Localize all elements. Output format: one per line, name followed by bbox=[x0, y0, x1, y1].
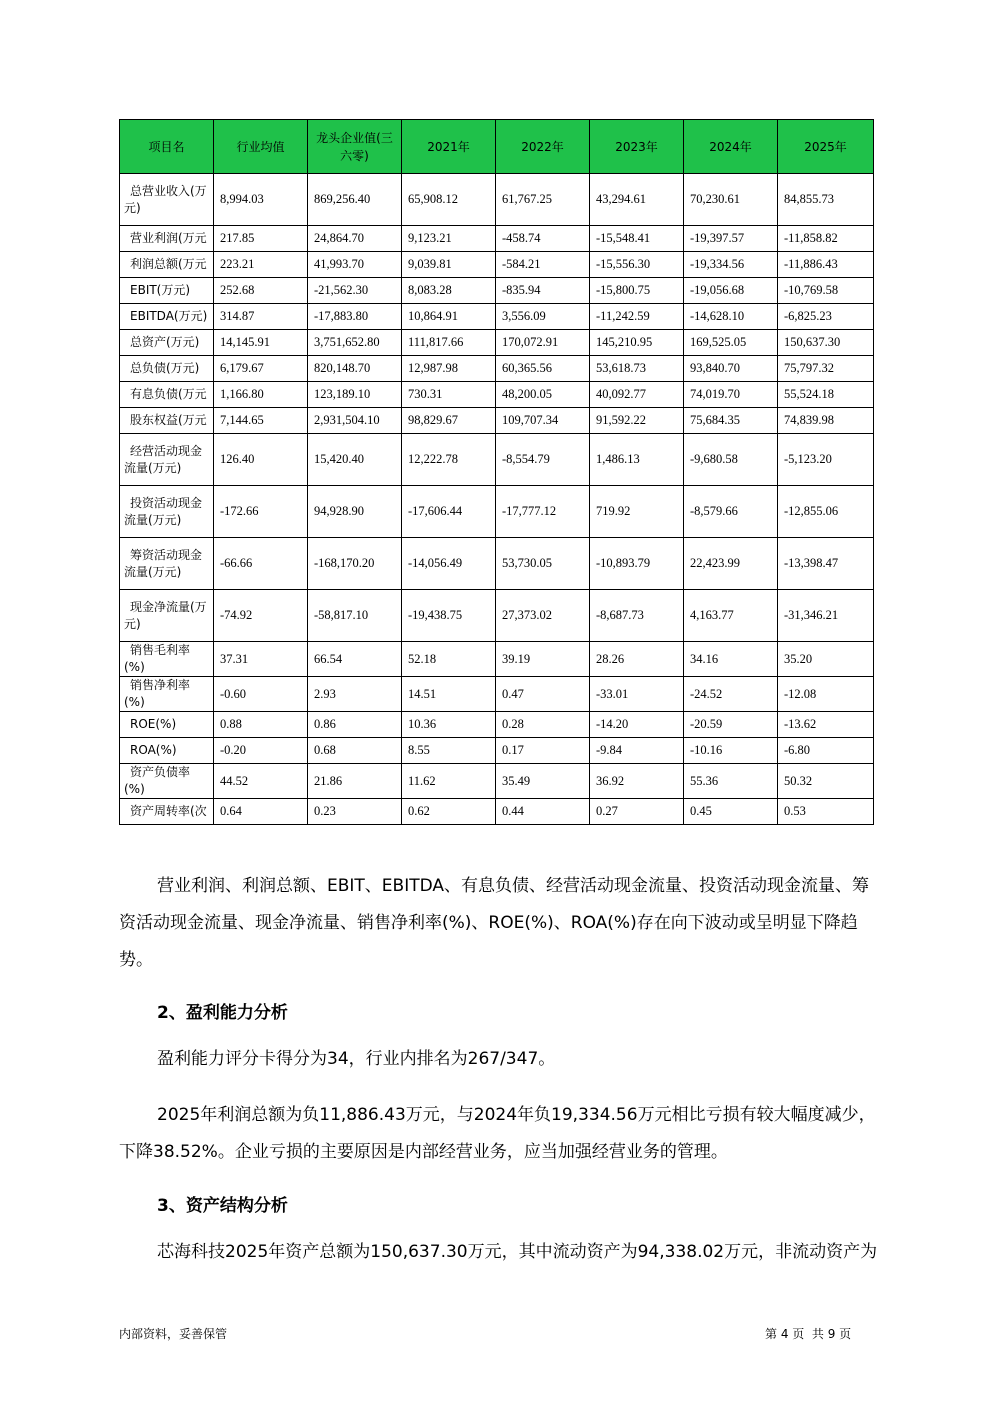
table-cell: -14,056.49 bbox=[402, 538, 496, 590]
row-label: 总营业收入(万元) bbox=[120, 174, 214, 226]
page-number: 第 4 页 共 9 页 bbox=[765, 1327, 852, 1341]
table-cell: -15,556.30 bbox=[590, 252, 684, 278]
table-cell: 126.40 bbox=[214, 434, 308, 486]
table-row bbox=[120, 252, 874, 278]
table-cell: -21,562.30 bbox=[308, 278, 402, 304]
table-header-row bbox=[120, 120, 874, 174]
table-row bbox=[120, 356, 874, 382]
table-cell: -14.20 bbox=[590, 712, 684, 738]
profit-paragraph: 2025年利润总额为负11,886.43万元，与2024年负19,334.56万元相比亏损有较大幅度减少，下降38.52%。企业亏损的主要原因是内部经营业务，应当加强经营业务的管理。 bbox=[119, 1105, 876, 1162]
table-cell: 6,179.67 bbox=[214, 356, 308, 382]
table-cell: 11.62 bbox=[402, 764, 496, 799]
table-cell: 12,222.78 bbox=[402, 434, 496, 486]
table-cell: 66.54 bbox=[308, 642, 402, 677]
row-label: 现金净流量(万元) bbox=[120, 590, 214, 642]
header-cell: 2025年 bbox=[778, 120, 874, 174]
table-cell: 74,019.70 bbox=[684, 382, 778, 408]
table-cell: 84,855.73 bbox=[778, 174, 874, 226]
row-label: 投资活动现金流量(万元) bbox=[120, 486, 214, 538]
row-label: EBIT(万元) bbox=[120, 278, 214, 304]
table-row bbox=[120, 330, 874, 356]
table-row bbox=[120, 677, 874, 712]
table-cell: -20.59 bbox=[684, 712, 778, 738]
table-row bbox=[120, 278, 874, 304]
table-cell: -6,825.23 bbox=[778, 304, 874, 330]
table-cell: 0.88 bbox=[214, 712, 308, 738]
table-cell: 55.36 bbox=[684, 764, 778, 799]
row-label: 股东权益(万元 bbox=[120, 408, 214, 434]
header-cell: 2023年 bbox=[590, 120, 684, 174]
table-cell: 9,039.81 bbox=[402, 252, 496, 278]
table-cell: 60,365.56 bbox=[496, 356, 590, 382]
table-cell: 43,294.61 bbox=[590, 174, 684, 226]
table-cell: -8,554.79 bbox=[496, 434, 590, 486]
table-cell: 94,928.90 bbox=[308, 486, 402, 538]
header-cell: 2024年 bbox=[684, 120, 778, 174]
table-cell: -5,123.20 bbox=[778, 434, 874, 486]
table-cell: 217.85 bbox=[214, 226, 308, 252]
table-cell: 39.19 bbox=[496, 642, 590, 677]
table-row bbox=[120, 486, 874, 538]
table-cell: -10,769.58 bbox=[778, 278, 874, 304]
table-cell: -458.74 bbox=[496, 226, 590, 252]
row-label: 总资产(万元) bbox=[120, 330, 214, 356]
table-cell: -9.84 bbox=[590, 738, 684, 764]
table-cell: 1,486.13 bbox=[590, 434, 684, 486]
table-cell: -17,606.44 bbox=[402, 486, 496, 538]
table-cell: 0.44 bbox=[496, 799, 590, 825]
row-label: 有息负债(万元 bbox=[120, 382, 214, 408]
table-cell: 14.51 bbox=[402, 677, 496, 712]
row-label: 资产周转率(次 bbox=[120, 799, 214, 825]
table-cell: 53,618.73 bbox=[590, 356, 684, 382]
table-row bbox=[120, 799, 874, 825]
header-cell: 龙头企业值(三六零) bbox=[308, 120, 402, 174]
table-cell: -10,893.79 bbox=[590, 538, 684, 590]
table-cell: 15,420.40 bbox=[308, 434, 402, 486]
table-cell: -9,680.58 bbox=[684, 434, 778, 486]
table-cell: -584.21 bbox=[496, 252, 590, 278]
table-cell: -19,056.68 bbox=[684, 278, 778, 304]
table-cell: -168,170.20 bbox=[308, 538, 402, 590]
table-cell: 109,707.34 bbox=[496, 408, 590, 434]
asset-paragraph: 芯海科技2025年资产总额为150,637.30万元，其中流动资产为94,338.02万元，非流动资产为 bbox=[157, 1242, 878, 1262]
table-body bbox=[120, 174, 874, 825]
table-cell: 869,256.40 bbox=[308, 174, 402, 226]
table-cell: 37.31 bbox=[214, 642, 308, 677]
table-cell: 52.18 bbox=[402, 642, 496, 677]
table-cell: 55,524.18 bbox=[778, 382, 874, 408]
table-row bbox=[120, 304, 874, 330]
header-cell: 2022年 bbox=[496, 120, 590, 174]
table-cell: 24,864.70 bbox=[308, 226, 402, 252]
table-cell: 0.23 bbox=[308, 799, 402, 825]
table-row bbox=[120, 538, 874, 590]
table-cell: 75,797.32 bbox=[778, 356, 874, 382]
table-cell: 28.26 bbox=[590, 642, 684, 677]
table-row bbox=[120, 590, 874, 642]
table-cell: 8,083.28 bbox=[402, 278, 496, 304]
table-cell: 0.17 bbox=[496, 738, 590, 764]
table-cell: -66.66 bbox=[214, 538, 308, 590]
row-label: ROE(%) bbox=[120, 712, 214, 738]
table-cell: 123,189.10 bbox=[308, 382, 402, 408]
table-cell: 7,144.65 bbox=[214, 408, 308, 434]
table-cell: 719.92 bbox=[590, 486, 684, 538]
table-cell: 10.36 bbox=[402, 712, 496, 738]
table-row bbox=[120, 642, 874, 677]
table-cell: 820,148.70 bbox=[308, 356, 402, 382]
table-cell: -8,687.73 bbox=[590, 590, 684, 642]
table-cell: 0.27 bbox=[590, 799, 684, 825]
table-cell: 0.53 bbox=[778, 799, 874, 825]
table-cell: 21.86 bbox=[308, 764, 402, 799]
table-cell: -13,398.47 bbox=[778, 538, 874, 590]
table-cell: 70,230.61 bbox=[684, 174, 778, 226]
table-cell: -12,855.06 bbox=[778, 486, 874, 538]
table-cell: 150,637.30 bbox=[778, 330, 874, 356]
table-cell: -6.80 bbox=[778, 738, 874, 764]
table-cell: 27,373.02 bbox=[496, 590, 590, 642]
table-cell: -19,438.75 bbox=[402, 590, 496, 642]
table-cell: 9,123.21 bbox=[402, 226, 496, 252]
table-cell: 22,423.99 bbox=[684, 538, 778, 590]
table-cell: 61,767.25 bbox=[496, 174, 590, 226]
table-cell: 34.16 bbox=[684, 642, 778, 677]
header-cell: 项目名 bbox=[120, 120, 214, 174]
table-cell: -19,334.56 bbox=[684, 252, 778, 278]
table-cell: -172.66 bbox=[214, 486, 308, 538]
table-cell: 730.31 bbox=[402, 382, 496, 408]
table-cell: 0.64 bbox=[214, 799, 308, 825]
table-cell: -11,858.82 bbox=[778, 226, 874, 252]
table-cell: -0.20 bbox=[214, 738, 308, 764]
row-label: 总负债(万元) bbox=[120, 356, 214, 382]
row-label: EBITDA(万元) bbox=[120, 304, 214, 330]
table-cell: 10,864.91 bbox=[402, 304, 496, 330]
financial-table bbox=[119, 119, 874, 825]
table-cell: 35.49 bbox=[496, 764, 590, 799]
header-cell: 2021年 bbox=[402, 120, 496, 174]
row-label: 销售净利率(%) bbox=[120, 677, 214, 712]
table-cell: -33.01 bbox=[590, 677, 684, 712]
row-label: 销售毛利率(%) bbox=[120, 642, 214, 677]
table-cell: -74.92 bbox=[214, 590, 308, 642]
table-cell: 74,839.98 bbox=[778, 408, 874, 434]
table-cell: 98,829.67 bbox=[402, 408, 496, 434]
table-cell: 2.93 bbox=[308, 677, 402, 712]
table-cell: -31,346.21 bbox=[778, 590, 874, 642]
table-cell: 48,200.05 bbox=[496, 382, 590, 408]
table-cell: -58,817.10 bbox=[308, 590, 402, 642]
table-cell: -11,242.59 bbox=[590, 304, 684, 330]
row-label: ROA(%) bbox=[120, 738, 214, 764]
table-cell: 36.92 bbox=[590, 764, 684, 799]
table-cell: 0.28 bbox=[496, 712, 590, 738]
table-cell: -0.60 bbox=[214, 677, 308, 712]
table-cell: -11,886.43 bbox=[778, 252, 874, 278]
table-cell: -10.16 bbox=[684, 738, 778, 764]
table-cell: -24.52 bbox=[684, 677, 778, 712]
table-cell: -13.62 bbox=[778, 712, 874, 738]
table-cell: 8,994.03 bbox=[214, 174, 308, 226]
table-cell: 65,908.12 bbox=[402, 174, 496, 226]
table-row bbox=[120, 408, 874, 434]
table-cell: 223.21 bbox=[214, 252, 308, 278]
table-cell: 0.47 bbox=[496, 677, 590, 712]
table-cell: 145,210.95 bbox=[590, 330, 684, 356]
table-cell: 50.32 bbox=[778, 764, 874, 799]
table-cell: 111,817.66 bbox=[402, 330, 496, 356]
table-cell: 8.55 bbox=[402, 738, 496, 764]
row-label: 利润总额(万元 bbox=[120, 252, 214, 278]
table-cell: 41,993.70 bbox=[308, 252, 402, 278]
table-cell: -15,548.41 bbox=[590, 226, 684, 252]
row-label: 筹资活动现金流量(万元) bbox=[120, 538, 214, 590]
table-row bbox=[120, 382, 874, 408]
table-cell: -835.94 bbox=[496, 278, 590, 304]
table-cell: 12,987.98 bbox=[402, 356, 496, 382]
table-cell: 40,092.77 bbox=[590, 382, 684, 408]
table-cell: 1,166.80 bbox=[214, 382, 308, 408]
table-cell: 93,840.70 bbox=[684, 356, 778, 382]
table-cell: -17,883.80 bbox=[308, 304, 402, 330]
header-cell: 行业均值 bbox=[214, 120, 308, 174]
table-cell: 44.52 bbox=[214, 764, 308, 799]
section-heading-profitability: 2、盈利能力分析 bbox=[157, 1003, 288, 1023]
section-heading-asset-structure: 3、资产结构分析 bbox=[157, 1196, 288, 1216]
summary-paragraph: 营业利润、利润总额、EBIT、EBITDA、有息负债、经营活动现金流量、投资活动现金流量、筹资活动现金流量、现金净流量、销售净利率(%)、ROE(%)、ROA(%)存在向下波动或呈明显下降趋势。 bbox=[119, 876, 870, 970]
footer-note: 内部资料，妥善保管 bbox=[119, 1327, 228, 1341]
row-label: 资产负债率(%) bbox=[120, 764, 214, 799]
table-cell: -19,397.57 bbox=[684, 226, 778, 252]
table-cell: 91,592.22 bbox=[590, 408, 684, 434]
table-cell: 14,145.91 bbox=[214, 330, 308, 356]
table-cell: -14,628.10 bbox=[684, 304, 778, 330]
table-cell: 35.20 bbox=[778, 642, 874, 677]
table-cell: 3,556.09 bbox=[496, 304, 590, 330]
table-cell: -17,777.12 bbox=[496, 486, 590, 538]
table-cell: -12.08 bbox=[778, 677, 874, 712]
table-cell: 170,072.91 bbox=[496, 330, 590, 356]
table-cell: 0.86 bbox=[308, 712, 402, 738]
table-cell: 252.68 bbox=[214, 278, 308, 304]
table-cell: 53,730.05 bbox=[496, 538, 590, 590]
table-row bbox=[120, 434, 874, 486]
table-cell: 0.45 bbox=[684, 799, 778, 825]
table-cell: 2,931,504.10 bbox=[308, 408, 402, 434]
table-row bbox=[120, 764, 874, 799]
table-cell: 3,751,652.80 bbox=[308, 330, 402, 356]
row-label: 经营活动现金流量(万元) bbox=[120, 434, 214, 486]
table-cell: 4,163.77 bbox=[684, 590, 778, 642]
score-paragraph: 盈利能力评分卡得分为34，行业内排名为267/347。 bbox=[157, 1049, 556, 1069]
table-cell: -8,579.66 bbox=[684, 486, 778, 538]
table-cell: 0.62 bbox=[402, 799, 496, 825]
table-cell: 0.68 bbox=[308, 738, 402, 764]
table-cell: -15,800.75 bbox=[590, 278, 684, 304]
table-cell: 75,684.35 bbox=[684, 408, 778, 434]
row-label: 营业利润(万元 bbox=[120, 226, 214, 252]
table-row bbox=[120, 712, 874, 738]
table-cell: 169,525.05 bbox=[684, 330, 778, 356]
table-row bbox=[120, 226, 874, 252]
table-cell: 314.87 bbox=[214, 304, 308, 330]
table-row bbox=[120, 174, 874, 226]
table-row bbox=[120, 738, 874, 764]
